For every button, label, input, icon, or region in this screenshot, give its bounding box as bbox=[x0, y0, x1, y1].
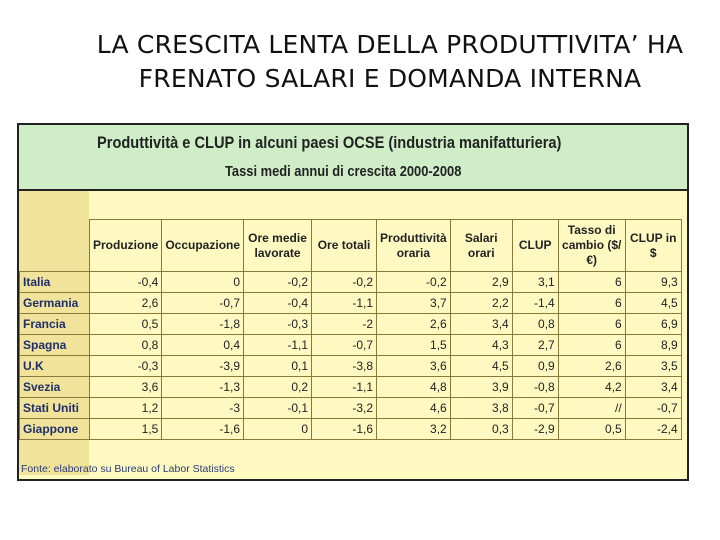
table-cell: -0,2 bbox=[377, 272, 451, 293]
table-cell: 2,6 bbox=[558, 356, 625, 377]
column-header: Ore totali bbox=[312, 220, 377, 272]
table-row bbox=[20, 419, 682, 440]
table-cell: 0,8 bbox=[512, 314, 558, 335]
table-cell: 0,3 bbox=[450, 419, 512, 440]
table-cell: -0,2 bbox=[244, 272, 312, 293]
column-header: Salari orari bbox=[450, 220, 512, 272]
table-cell: 1,5 bbox=[377, 335, 451, 356]
table-cell: 0,1 bbox=[244, 356, 312, 377]
table-row bbox=[20, 335, 682, 356]
table-cell: -1,8 bbox=[162, 314, 244, 335]
table-cell: 0 bbox=[244, 419, 312, 440]
table-cell: 2,9 bbox=[450, 272, 512, 293]
table-cell: 1,2 bbox=[90, 398, 162, 419]
slide-title-line-2: FRENATO SALARI E DOMANDA INTERNA bbox=[138, 64, 642, 93]
table-cell: 9,3 bbox=[625, 272, 681, 293]
table-row bbox=[20, 356, 682, 377]
table-cell: -0,1 bbox=[244, 398, 312, 419]
row-label-country: Giappone bbox=[20, 419, 90, 440]
table-cell: -2,9 bbox=[512, 419, 558, 440]
table-cell: 4,5 bbox=[625, 293, 681, 314]
column-header: Tasso di cambio ($/€) bbox=[558, 220, 625, 272]
table-cell: 0,8 bbox=[90, 335, 162, 356]
panel-header bbox=[19, 125, 687, 191]
table-cell: 0,9 bbox=[512, 356, 558, 377]
table-cell: 0 bbox=[162, 272, 244, 293]
column-header: CLUP bbox=[512, 220, 558, 272]
table-cell: -0,7 bbox=[512, 398, 558, 419]
table-cell: -0,7 bbox=[312, 335, 377, 356]
table-cell: 3,4 bbox=[625, 377, 681, 398]
source-note: Fonte: elaborato su Bureau of Labor Statistics bbox=[21, 463, 235, 475]
row-label-country: U.K bbox=[20, 356, 90, 377]
table-cell: // bbox=[558, 398, 625, 419]
table-cell: -3,8 bbox=[312, 356, 377, 377]
table-cell: 3,8 bbox=[450, 398, 512, 419]
data-table bbox=[19, 219, 682, 440]
table-header-row bbox=[20, 220, 682, 272]
column-header: Occupazione bbox=[162, 220, 244, 272]
table-row bbox=[20, 314, 682, 335]
table-cell: 0,5 bbox=[90, 314, 162, 335]
table-cell: 4,6 bbox=[377, 398, 451, 419]
table-cell: 6 bbox=[558, 293, 625, 314]
table-cell: 3,6 bbox=[377, 356, 451, 377]
table-cell: 2,6 bbox=[377, 314, 451, 335]
table-cell: 4,5 bbox=[450, 356, 512, 377]
table-cell: -3,2 bbox=[312, 398, 377, 419]
table-cell: -1,1 bbox=[244, 335, 312, 356]
row-label-country: Italia bbox=[20, 272, 90, 293]
table-cell: 3,4 bbox=[450, 314, 512, 335]
row-label-country: Spagna bbox=[20, 335, 90, 356]
table-cell: -0,2 bbox=[312, 272, 377, 293]
table-cell: 0,5 bbox=[558, 419, 625, 440]
table-cell: -1,3 bbox=[162, 377, 244, 398]
row-label-country: Svezia bbox=[20, 377, 90, 398]
table-row bbox=[20, 377, 682, 398]
column-header: Ore medie lavorate bbox=[244, 220, 312, 272]
table-cell: 0,4 bbox=[162, 335, 244, 356]
table-cell: -1,4 bbox=[512, 293, 558, 314]
table-cell: 2,2 bbox=[450, 293, 512, 314]
table-cell: -2,4 bbox=[625, 419, 681, 440]
table-row bbox=[20, 272, 682, 293]
table-cell: 4,2 bbox=[558, 377, 625, 398]
table-cell: -1,1 bbox=[312, 377, 377, 398]
panel-subtitle: Tassi medi annui di crescita 2000-2008 bbox=[225, 163, 462, 180]
table-cell: -0,4 bbox=[244, 293, 312, 314]
column-header: Produzione bbox=[90, 220, 162, 272]
table-cell: 6 bbox=[558, 335, 625, 356]
table-panel bbox=[17, 123, 689, 481]
table-cell: 3,5 bbox=[625, 356, 681, 377]
table-cell: -0,3 bbox=[90, 356, 162, 377]
slide-title bbox=[60, 28, 720, 96]
table-cell: 3,7 bbox=[377, 293, 451, 314]
header-corner bbox=[20, 220, 90, 272]
table-cell: -1,6 bbox=[312, 419, 377, 440]
table-cell: 1,5 bbox=[90, 419, 162, 440]
slide-title-line-1: LA CRESCITA LENTA DELLA PRODUTTIVITA’ HA bbox=[96, 30, 684, 59]
table-row bbox=[20, 398, 682, 419]
column-header: Produttività oraria bbox=[377, 220, 451, 272]
table-cell: 8,9 bbox=[625, 335, 681, 356]
table-cell: -2 bbox=[312, 314, 377, 335]
table-cell: 4,3 bbox=[450, 335, 512, 356]
table-cell: -3 bbox=[162, 398, 244, 419]
row-label-country: Stati Uniti bbox=[20, 398, 90, 419]
table-cell: 3,9 bbox=[450, 377, 512, 398]
table-cell: -0,8 bbox=[512, 377, 558, 398]
table-cell: 0,2 bbox=[244, 377, 312, 398]
table-cell: -0,7 bbox=[625, 398, 681, 419]
panel-title: Produttività e CLUP in alcuni paesi OCSE (industria manifatturiera) bbox=[97, 133, 562, 152]
table-cell: -1,6 bbox=[162, 419, 244, 440]
table-cell: 3,6 bbox=[90, 377, 162, 398]
table-row bbox=[20, 293, 682, 314]
table-cell: 6 bbox=[558, 272, 625, 293]
table-cell: 6,9 bbox=[625, 314, 681, 335]
table-body bbox=[20, 272, 682, 440]
table-cell: 4,8 bbox=[377, 377, 451, 398]
table-cell: -0,7 bbox=[162, 293, 244, 314]
table-cell: 3,1 bbox=[512, 272, 558, 293]
table-cell: 3,2 bbox=[377, 419, 451, 440]
table-cell: 2,7 bbox=[512, 335, 558, 356]
table-cell: -0,3 bbox=[244, 314, 312, 335]
table-cell: -0,4 bbox=[90, 272, 162, 293]
row-label-country: Germania bbox=[20, 293, 90, 314]
table-cell: -1,1 bbox=[312, 293, 377, 314]
table-cell: -3,9 bbox=[162, 356, 244, 377]
row-label-country: Francia bbox=[20, 314, 90, 335]
table-cell: 6 bbox=[558, 314, 625, 335]
column-header: CLUP in $ bbox=[625, 220, 681, 272]
table-cell: 2,6 bbox=[90, 293, 162, 314]
